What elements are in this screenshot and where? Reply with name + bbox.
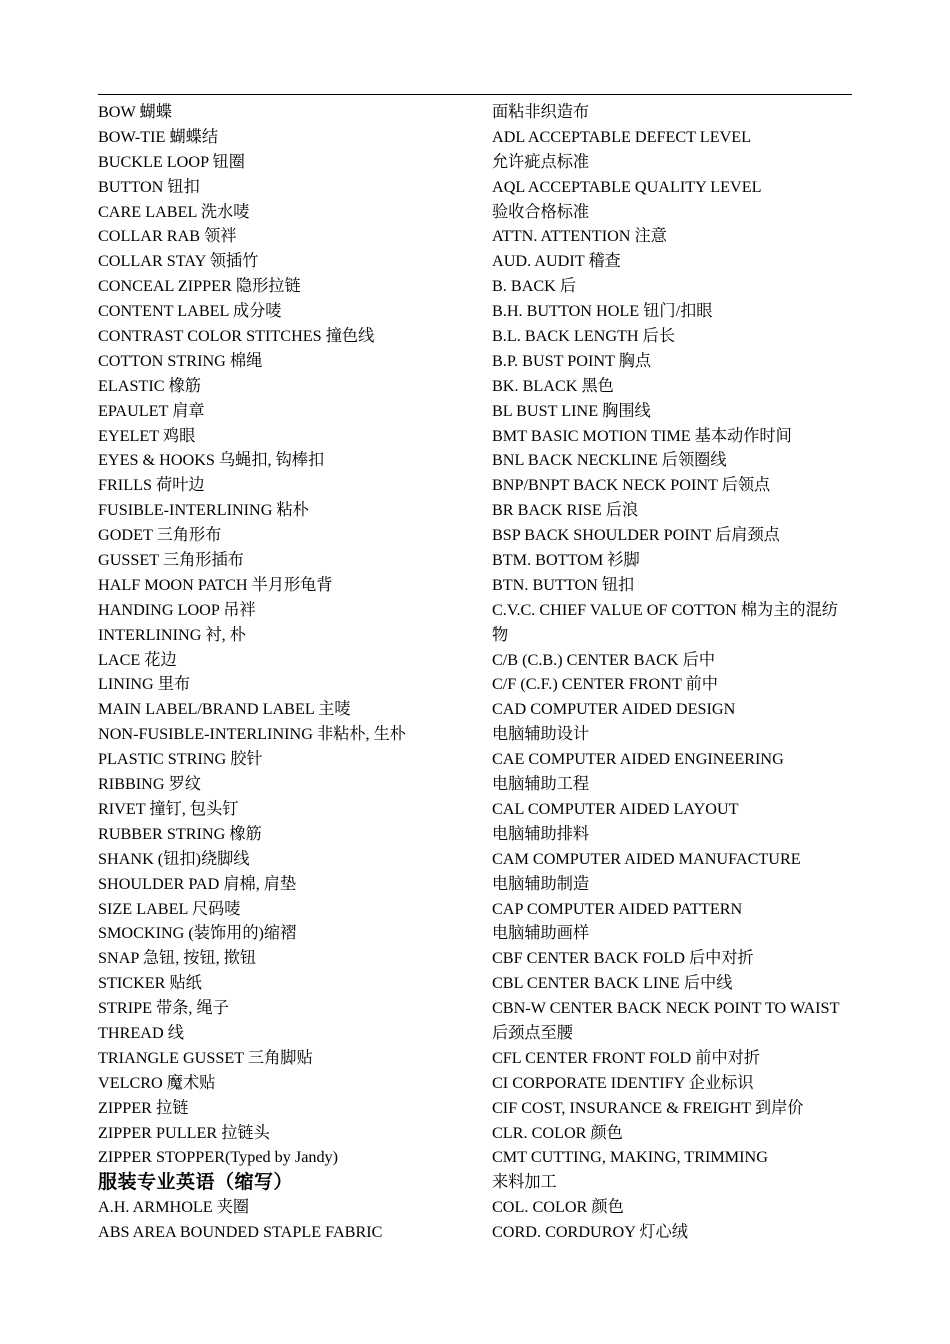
- glossary-entry: ZIPPER STOPPER(Typed by Jandy): [98, 1148, 339, 1167]
- glossary-entry: EYES & HOOKS 乌蝇扣, 钩棒扣: [98, 451, 325, 470]
- glossary-entry: INTERLINING 衬, 朴: [98, 625, 246, 644]
- glossary-entry: SHANK (钮扣)绕脚线: [98, 849, 250, 868]
- glossary-entry: CONTRAST COLOR STITCHES 撞色线: [98, 327, 375, 346]
- glossary-entry: STRIPE 带条, 绳子: [98, 999, 229, 1018]
- glossary-entry: RIVET 撞钉, 包头钉: [98, 799, 239, 818]
- glossary-entry: AUD. AUDIT 稽查: [492, 252, 621, 271]
- glossary-entry: AQL ACCEPTABLE QUALITY LEVEL: [492, 177, 762, 196]
- glossary-entry: ZIPPER PULLER 拉链头: [98, 1123, 270, 1142]
- glossary-entry: BOW 蝴蝶: [98, 103, 172, 121]
- glossary-entry: BK. BLACK 黑色: [492, 376, 614, 395]
- glossary-entry: CORD. CORDUROY 灯心绒: [492, 1223, 688, 1242]
- left-column: [98, 100, 488, 1245]
- glossary-entry: EPAULET 肩章: [98, 401, 205, 420]
- glossary-entry: C/B (C.B.) CENTER BACK 后中: [492, 650, 716, 669]
- glossary-entry: NON-FUSIBLE-INTERLINING 非粘朴, 生朴: [98, 725, 406, 744]
- glossary-entry: ADL ACCEPTABLE DEFECT LEVEL: [492, 127, 752, 146]
- glossary-entry: 电脑辅助画样: [492, 924, 590, 943]
- glossary-entry: 面粘非织造布: [492, 103, 590, 121]
- glossary-entry: C.V.C. CHIEF VALUE OF COTTON 棉为主的混纺: [492, 600, 838, 619]
- glossary-entry: 允许疵点标准: [492, 152, 590, 171]
- glossary-entry: B. BACK 后: [492, 277, 577, 296]
- glossary-entry: BMT BASIC MOTION TIME 基本动作时间: [492, 426, 792, 445]
- glossary-entry: CIF COST, INSURANCE & FREIGHT 到岸价: [492, 1098, 804, 1117]
- glossary-entry: CFL CENTER FRONT FOLD 前中对折: [492, 1048, 761, 1067]
- glossary-entry: BR BACK RISE 后浪: [492, 501, 639, 520]
- glossary-entry: CARE LABEL 洗水唛: [98, 202, 250, 221]
- glossary-entry: HANDING LOOP 吊袢: [98, 600, 256, 619]
- glossary-entry: BSP BACK SHOULDER POINT 后肩颈点: [492, 526, 780, 545]
- glossary-entry: COLLAR STAY 领插竹: [98, 252, 259, 271]
- glossary-entry: COTTON STRING 棉绳: [98, 351, 263, 370]
- glossary-entry: CAE COMPUTER AIDED ENGINEERING: [492, 750, 784, 769]
- glossary-entry: 电脑辅助工程: [492, 775, 590, 794]
- glossary-entry: COLLAR RAB 领袢: [98, 227, 237, 246]
- glossary-entry: LACE 花边: [98, 650, 177, 669]
- glossary-entry: 物: [492, 625, 509, 644]
- glossary-entry: BUCKLE LOOP 钮圈: [98, 152, 245, 171]
- glossary-entry: GUSSET 三角形插布: [98, 551, 244, 570]
- glossary-entry: B.P. BUST POINT 胸点: [492, 351, 652, 370]
- glossary-entry: 验收合格标准: [492, 202, 590, 221]
- glossary-entry: 来料加工: [492, 1173, 557, 1192]
- glossary-entry: A.H. ARMHOLE 夹圈: [98, 1198, 250, 1217]
- glossary-entry: BOW-TIE 蝴蝶结: [98, 127, 219, 146]
- glossary-entry: LINING 里布: [98, 675, 191, 694]
- glossary-entry: MAIN LABEL/BRAND LABEL 主唛: [98, 700, 351, 719]
- glossary-entry: BUTTON 钮扣: [98, 177, 200, 196]
- glossary-entry: BNL BACK NECKLINE 后领圈线: [492, 451, 727, 470]
- glossary-entry: THREAD 线: [98, 1023, 184, 1042]
- glossary-entry: B.H. BUTTON HOLE 钮门/扣眼: [492, 302, 713, 321]
- glossary-entry: 电脑辅助制造: [492, 874, 590, 893]
- glossary-entry: TRIANGLE GUSSET 三角脚贴: [98, 1048, 313, 1067]
- glossary-entry: BNP/BNPT BACK NECK POINT 后领点: [492, 476, 771, 495]
- glossary-entry: CLR. COLOR 颜色: [492, 1123, 623, 1142]
- glossary-entry: ZIPPER 拉链: [98, 1098, 189, 1117]
- glossary-entry: RIBBING 罗纹: [98, 775, 201, 794]
- glossary-entry: GODET 三角形布: [98, 526, 222, 545]
- glossary-entry: 电脑辅助排料: [492, 824, 590, 843]
- glossary-entry: PLASTIC STRING 胶针: [98, 750, 263, 769]
- glossary-entry: COL. COLOR 颜色: [492, 1198, 624, 1217]
- glossary-entry: SHOULDER PAD 肩棉, 肩垫: [98, 874, 297, 893]
- glossary-entry: SIZE LABEL 尺码唛: [98, 899, 241, 918]
- glossary-entry: C/F (C.F.) CENTER FRONT 前中: [492, 675, 718, 694]
- glossary-entry: CAL COMPUTER AIDED LAYOUT: [492, 799, 739, 818]
- glossary-entry: CONTENT LABEL 成分唛: [98, 302, 282, 321]
- glossary-entry: CMT CUTTING, MAKING, TRIMMING: [492, 1148, 768, 1167]
- glossary-entry: ATTN. ATTENTION 注意: [492, 227, 667, 246]
- glossary-entry: BL BUST LINE 胸围线: [492, 401, 651, 420]
- glossary-entry: 后颈点至腰: [492, 1023, 573, 1042]
- glossary-entry: BTN. BUTTON 钮扣: [492, 575, 635, 594]
- glossary-entry: RUBBER STRING 橡筋: [98, 824, 262, 843]
- glossary-entry: VELCRO 魔术贴: [98, 1073, 216, 1092]
- glossary-entry: CBL CENTER BACK LINE 后中线: [492, 974, 733, 993]
- glossary-entry: 电脑辅助设计: [492, 725, 590, 744]
- glossary-entry: CBF CENTER BACK FOLD 后中对折: [492, 949, 754, 968]
- glossary-entry: CAD COMPUTER AIDED DESIGN: [492, 700, 736, 719]
- top-rule: [98, 94, 852, 95]
- glossary-entry: HALF MOON PATCH 半月形龟背: [98, 575, 333, 594]
- glossary-entry: EYELET 鸡眼: [98, 426, 196, 445]
- glossary-entry: SMOCKING (装饰用的)缩褶: [98, 924, 297, 943]
- glossary-entry: ELASTIC 橡筋: [98, 376, 201, 395]
- glossary-entry: CONCEAL ZIPPER 隐形拉链: [98, 277, 301, 296]
- glossary-entry: CI CORPORATE IDENTIFY 企业标识: [492, 1073, 754, 1092]
- right-column: [492, 100, 857, 1245]
- glossary-entry: FUSIBLE-INTERLINING 粘朴: [98, 501, 309, 520]
- glossary-entry: SNAP 急钮, 按钮, 揿钮: [98, 949, 257, 968]
- glossary-entry: BTM. BOTTOM 衫脚: [492, 551, 640, 570]
- glossary-entry: B.L. BACK LENGTH 后长: [492, 327, 676, 346]
- glossary-entry: CBN-W CENTER BACK NECK POINT TO WAIST: [492, 999, 840, 1018]
- glossary-entry: FRILLS 荷叶边: [98, 476, 205, 495]
- glossary-entry: STICKER 贴纸: [98, 974, 202, 993]
- section-heading: 服装专业英语（缩写）: [98, 1171, 294, 1194]
- glossary-entry: CAP COMPUTER AIDED PATTERN: [492, 899, 743, 918]
- glossary-entry: CAM COMPUTER AIDED MANUFACTURE: [492, 849, 801, 868]
- glossary-entry: ABS AREA BOUNDED STAPLE FABRIC: [98, 1223, 383, 1242]
